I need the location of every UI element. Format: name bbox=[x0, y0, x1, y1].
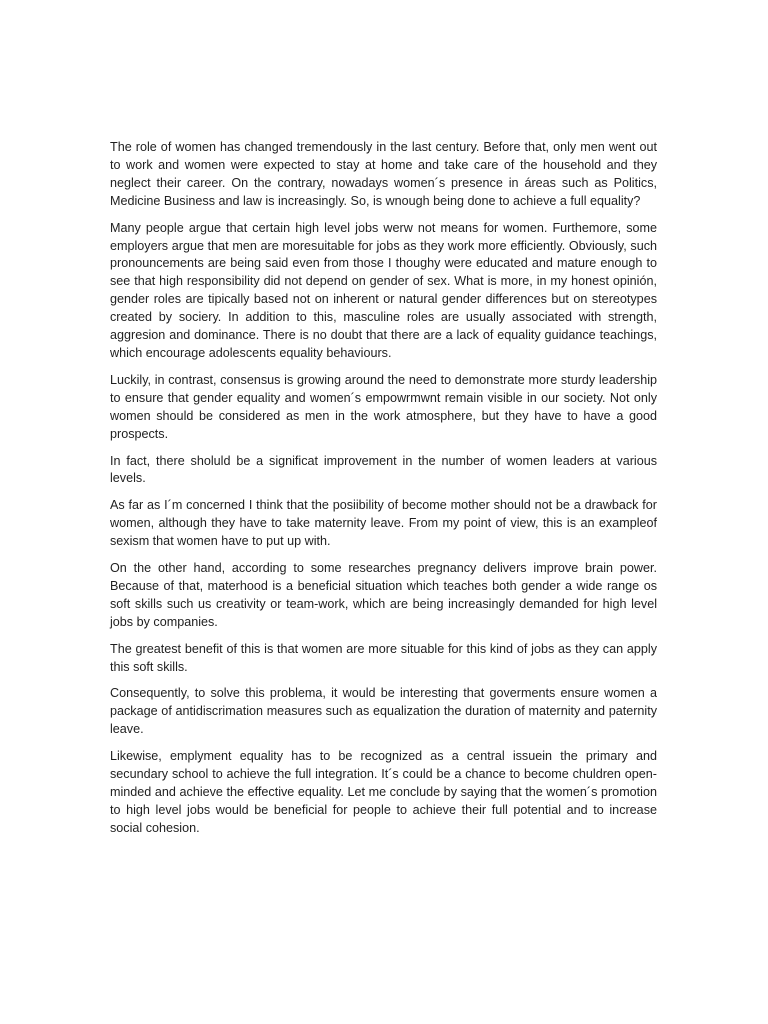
paragraph-6: On the other hand, according to some researches pregnancy delivers improve brain power. Because of that, materhood is a beneficial situation which teaches both gender a wide range os soft skills such us creativity or team-work, which are being increasingly demanded for high level jobs by companies. bbox=[110, 561, 657, 629]
paragraph-7: The greatest benefit of this is that women are more situable for this kind of jobs as they can apply this soft skills. bbox=[110, 641, 657, 674]
paragraph-2: Many people argue that certain high level jobs werw not means for women. Furthemore, some employers argue that men are moresuitable for jobs as they work more efficiently. Obviously, such pronouncements are being said even from those I thoughy were educated and mature enough to see that high responsibility did not depend on gender of sex. What is more, in my honest opinión, gender roles are tipically based not on inherent or natural gender differences but on stereotypes created by sociery. In addition to this, masculine roles are usually associated with strength, aggresion and dominance. There is no doubt that there are a lack of equality guidance teachings, which encourage adolescents equality behaviours. bbox=[110, 220, 657, 360]
essay-body bbox=[110, 139, 657, 847]
paragraph-4: In fact, there sholuld be a significat improvement in the number of women leaders at various levels. bbox=[110, 453, 657, 486]
paragraph-3: Luckily, in contrast, consensus is growing around the need to demonstrate more sturdy leadership to ensure that gender equality and women´s empowrmwnt remain visible in our society. Not only women should be considered as men in the work atmosphere, but they have to have a good prospects. bbox=[110, 372, 657, 441]
paragraph-8: Consequently, to solve this problema, it would be interesting that goverments ensure women a package of antidiscrimation measures such as equalization the duration of maternity and paternity leave. bbox=[110, 686, 657, 737]
paragraph-5: As far as I´m concerned I think that the posiibility of become mother should not be a drawback for women, although they have to take maternity leave. From my point of view, this is an exampleof sexism that women have to put up with. bbox=[110, 498, 657, 549]
paragraph-9: Likewise, emplyment equality has to be recognized as a central issuein the primary and secundary school to achieve the full integration. It´s could be a chance to become chuldren open-minded and achieve the effective equality. Let me conclude by saying that the women´s promotion to high level jobs would be beneficial for people to achieve their full potential and to increase social cohesion. bbox=[110, 749, 657, 835]
paragraph-1: The role of women has changed tremendously in the last century. Before that, only men went out to work and women were expected to stay at home and take care of the household and they neglect their career. On the contrary, nowadays women´s presence in áreas such as Politics, Medicine Business and law is increasingly. So, is wnough being done to achieve a full equality? bbox=[110, 140, 657, 208]
